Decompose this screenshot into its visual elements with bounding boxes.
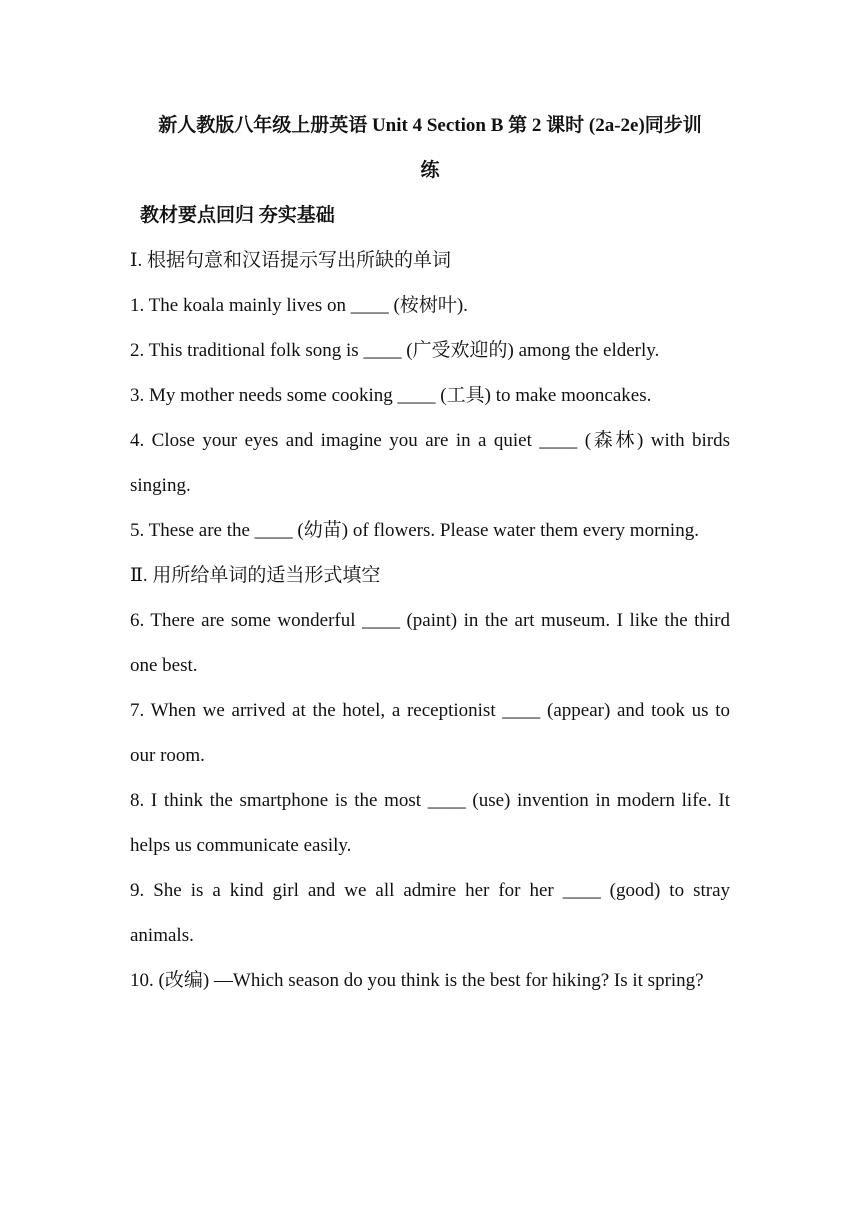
question-item-1: 1. The koala mainly lives on ____ (桉树叶). bbox=[130, 295, 468, 316]
question-item-4: 4. Close your eyes and imagine you are in a quiet ____ (森林) with birds singing. bbox=[130, 430, 730, 496]
document-title-line2: 练 bbox=[420, 160, 440, 181]
document-title-line1: 新人教版八年级上册英语 Unit 4 Section B 第 2 课时 (2a-2e)同步训 bbox=[158, 115, 702, 136]
part-heading-1: Ⅰ. 根据句意和汉语提示写出所缺的单词 bbox=[130, 250, 452, 271]
question-item-2: 2. This traditional folk song is ____ (广受欢迎的) among the elderly. bbox=[130, 340, 660, 361]
question-item-10: 10. (改编) —Which season do you think is the best for hiking? Is it spring? bbox=[130, 970, 704, 991]
part-heading-2: Ⅱ. 用所给单词的适当形式填空 bbox=[130, 565, 381, 586]
question-item-5: 5. These are the ____ (幼苗) of flowers. Please water them every morning. bbox=[130, 520, 699, 541]
question-item-6: 6. There are some wonderful ____ (paint) in the art museum. I like the third one best. bbox=[130, 610, 730, 676]
question-item-3: 3. My mother needs some cooking ____ (工具) to make mooncakes. bbox=[130, 385, 652, 406]
question-item-7: 7. When we arrived at the hotel, a receptionist ____ (appear) and took us to our room. bbox=[130, 700, 730, 766]
question-item-8: 8. I think the smartphone is the most ____ (use) invention in modern life. It helps us communicate easily. bbox=[130, 790, 730, 856]
section-heading: 教材要点回归 夯实基础 bbox=[140, 205, 335, 226]
document-page bbox=[130, 103, 730, 1003]
question-item-9: 9. She is a kind girl and we all admire her for her ____ (good) to stray animals. bbox=[130, 880, 730, 946]
